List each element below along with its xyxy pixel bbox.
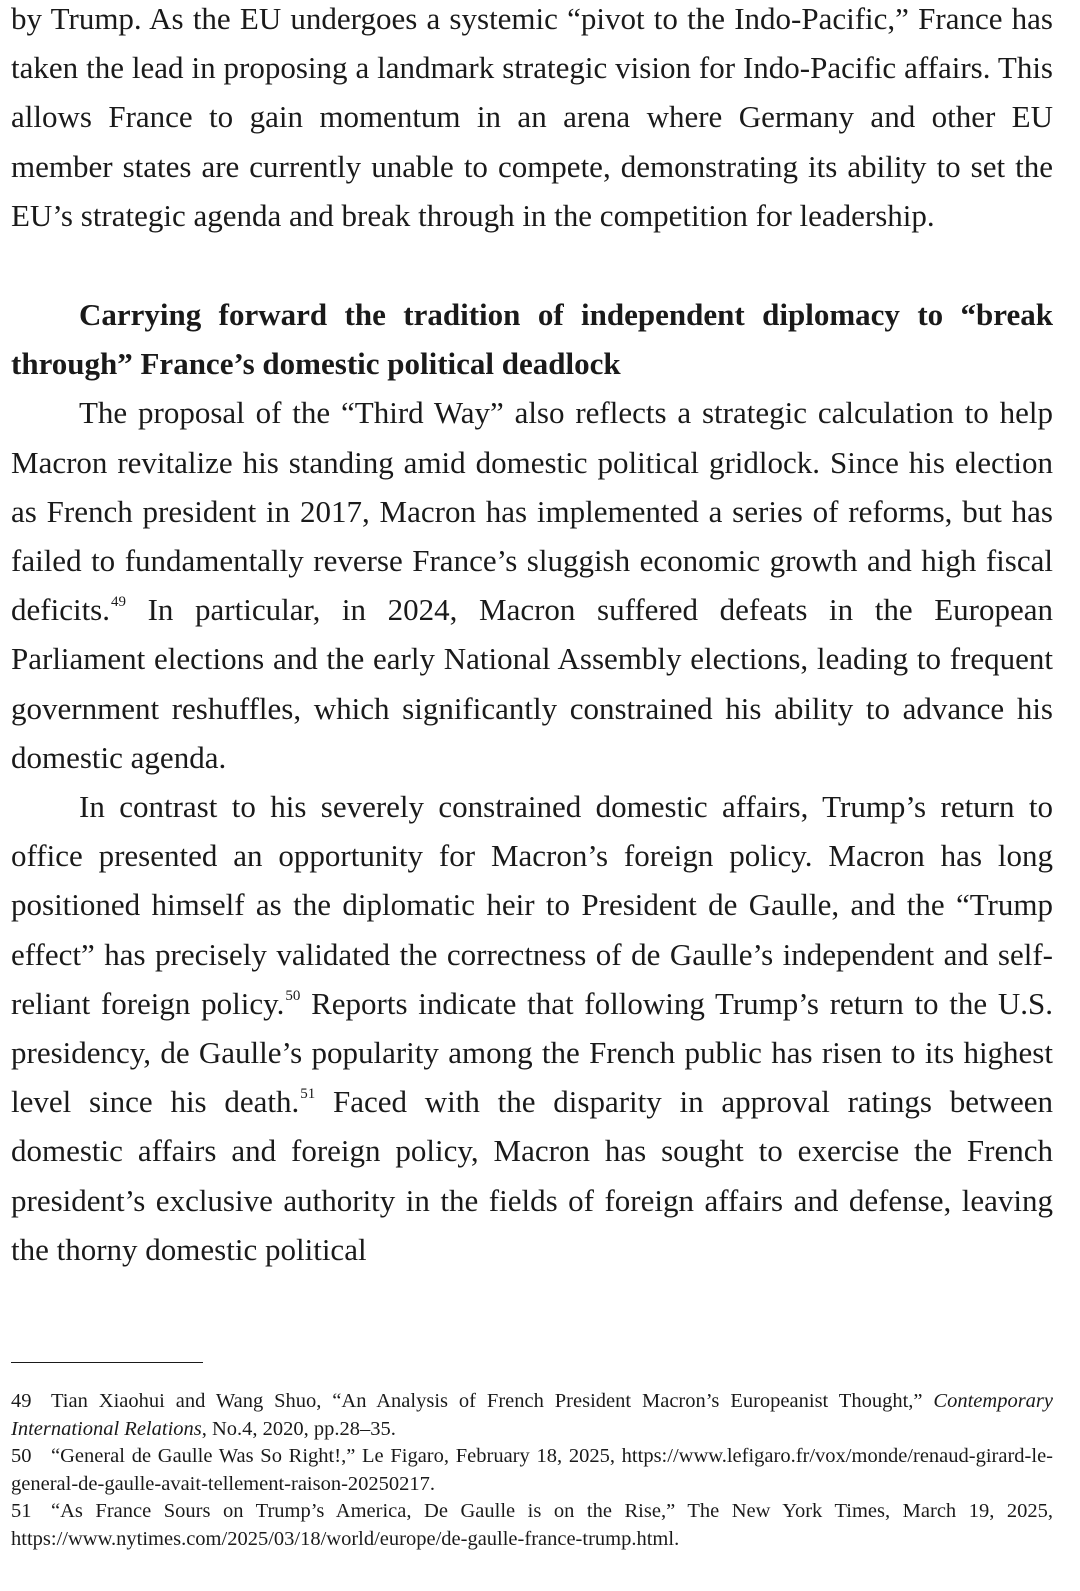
paragraph-text: In particular, in 2024, Macron suffered defeats in the European Parliament elections and the early National Assembly elections, leading to frequent government reshuffles, which significantly constrained his ability to advance his domestic agenda. — [11, 592, 1053, 775]
footnote-text: , No.4, 2020, pp.28–35. — [201, 1417, 396, 1440]
body-paragraph — [11, 782, 1053, 1274]
footnote-49 — [11, 1388, 1053, 1443]
footnote-text: “As France Sours on Trump’s America, De Gaulle is on the Rise,” The New York Times, March 19, 2025, https://www.nytimes.com/2025/03/18/world/europe/de-gaulle-france-trump.html. — [11, 1500, 1053, 1550]
paragraph-text: In contrast to his severely constrained domestic affairs, Trump’s return to office presented an opportunity for Macron’s foreign policy. Macron has long positioned himself as the diplomatic heir to President de Gaulle, and the “Trump effect” has precisely validated the correctness of de Gaulle’s independent and self-reliant foreign policy. — [11, 789, 1053, 1021]
footnotes — [11, 1388, 1053, 1553]
footnote-source-title: Contemporary International Relations — [11, 1390, 1053, 1440]
paragraph-text: The proposal of the “Third Way” also reflects a strategic calculation to help Macron revitalize his standing amid domestic political gridlock. Since his election as French president in 2017, Macron has implemented a series of reforms, but has failed to fundamentally reverse France’s sluggish economic growth and high fiscal deficits. — [11, 395, 1053, 628]
footnote-reference[interactable]: 49 — [111, 594, 126, 611]
footnote-text: “General de Gaulle Was So Right!,” Le Figaro, February 18, 2025, https://www.lefigaro.fr/vox/monde/renaud-girard-le-general-de-gaulle-avait-tellement-raison-20250217. — [11, 1445, 1053, 1495]
paragraph-text: Faced with the disparity in approval ratings between domestic affairs and foreign policy, Macron has sought to exercise the French president’s exclusive authority in the fields of foreign affairs and defense, leaving the thorny domestic political — [11, 1084, 1053, 1267]
footnote-reference[interactable]: 51 — [300, 1086, 316, 1103]
body-paragraph — [11, 0, 1053, 240]
body-paragraph — [11, 388, 1053, 782]
footnote-number: 50 — [11, 1445, 32, 1467]
footnote-divider — [11, 1362, 203, 1363]
paragraph-text: by Trump. As the EU undergoes a systemic “pivot to the Indo-Pacific,” France has taken the lead in proposing a landmark strategic vision for Indo-Pacific affairs. This allows France to gain momentum in an arena where Germany and other EU member states are currently unable to compete, demonstrating its ability to set the EU’s strategic agenda and break through in the competition for leadership. — [11, 1, 1053, 233]
section-heading: Carrying forward the tradition of independent diplomacy to “break through” France’s domestic political deadlock — [11, 297, 1053, 382]
footnote-reference[interactable]: 50 — [285, 987, 301, 1004]
footnote-number: 49 — [11, 1390, 32, 1412]
footnote-number: 51 — [11, 1500, 32, 1522]
document-page — [11, 0, 1053, 1591]
paragraph-text: Reports indicate that following Trump’s return to the U.S. presidency, de Gaulle’s popularity among the French public has risen to its highest level since his death. — [11, 985, 1053, 1120]
footnote-text: Tian Xiaohui and Wang Shuo, “An Analysis of French President Macron’s Europeanist Thought,” — [51, 1390, 934, 1412]
footnote-51 — [11, 1498, 1053, 1553]
footnote-50 — [11, 1443, 1053, 1498]
